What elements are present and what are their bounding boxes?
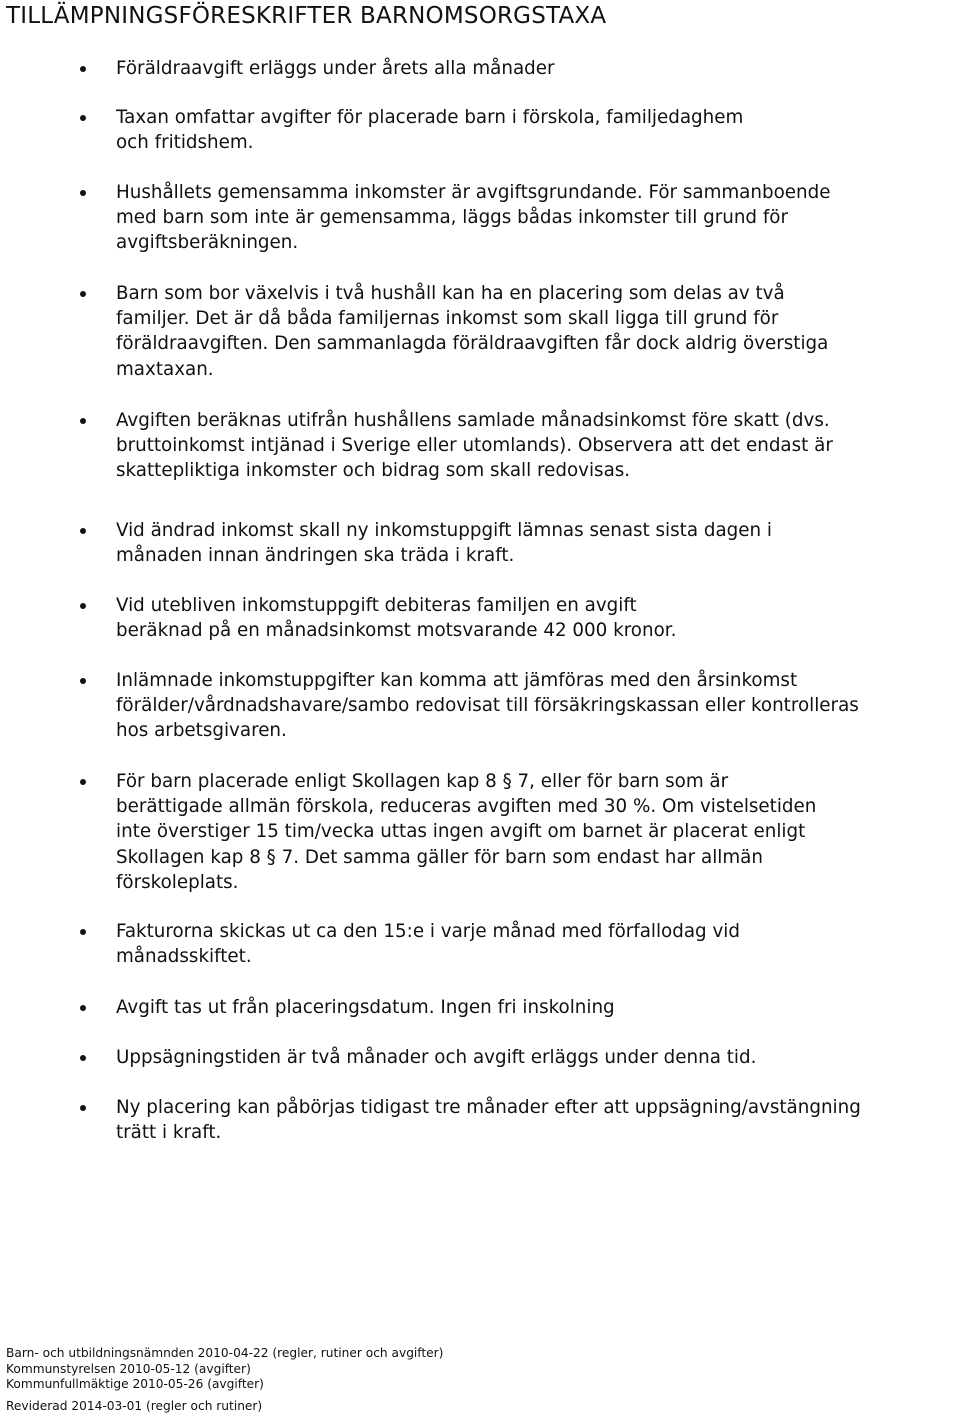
rule-line: Taxan omfattar avgifter för placerade barn i förskola, familjedaghem [116,107,744,128]
bullet-icon [80,1105,86,1111]
bullet-icon [80,66,86,72]
rule-line: Avgift tas ut från placeringsdatum. Ingen fri inskolning [116,997,615,1018]
rule-line: Ny placering kan påbörjas tidigast tre månader efter att uppsägning/avstängning [116,1097,861,1118]
bullet-icon [80,115,86,121]
rule-line: berättigade allmän förskola, reduceras avgiften med 30 %. Om vistelsetiden [116,796,817,818]
rule-line: Hushållets gemensamma inkomster är avgiftsgrundande. För sammanboende [116,182,831,203]
bullet-icon [80,929,86,935]
page-title: TILLÄMPNINGSFÖRESKRIFTER BARNOMSORGSTAXA [6,3,607,29]
rule-line: förskoleplats. [116,871,239,893]
rule-item [116,1095,960,1145]
rule-line: månaden innan ändringen ska träda i kraft. [116,545,515,567]
bullet-icon [80,1055,86,1061]
footer-revised: Reviderad 2014-03-01 (regler och rutiner) [6,1398,263,1413]
rule-line: Fakturorna skickas ut ca den 15:e i varje månad med förfallodag vid [116,921,740,942]
bullet-icon [80,418,86,424]
rule-item [116,995,960,1020]
rule-line: förälder/vårdnadshavare/sambo redovisat till försäkringskassan eller kontrolleras [116,695,859,717]
rule-line: maxtaxan. [116,358,214,380]
bullet-icon [80,779,86,785]
bullet-icon [80,1005,86,1011]
rule-item [116,518,960,568]
rule-line: beräknad på en månadsinkomst motsvarande 42 000 kronor. [116,620,677,642]
rule-line: med barn som inte är gemensamma, läggs bådas inkomster till grund för [116,207,788,229]
rule-line: trätt i kraft. [116,1122,222,1144]
rule-item [116,1045,960,1070]
rule-item [116,668,960,744]
rule-line: För barn placerade enligt Skollagen kap 8 § 7, eller för barn som är [116,771,729,792]
rule-line: familjer. Det är då båda familjernas inkomst som skall ligga till grund för [116,308,779,330]
rule-line: Uppsägningstiden är två månader och avgift erläggs under denna tid. [116,1047,757,1068]
rule-item [116,769,960,895]
rule-line: avgiftsberäkningen. [116,232,299,254]
bullet-icon [80,291,86,297]
rule-item [116,56,960,81]
rule-item [116,408,960,484]
bullet-icon [80,190,86,196]
footer-approval-line: Kommunfullmäktige 2010-05-26 (avgifter) [6,1377,264,1391]
bullet-icon [80,603,86,609]
bullet-icon [80,678,86,684]
rule-item [116,593,960,643]
rule-line: Inlämnade inkomstuppgifter kan komma att jämföras med den årsinkomst [116,670,798,691]
rule-line: föräldraavgiften. Den sammanlagda föräldraavgiften får dock aldrig överstiga [116,333,829,355]
rule-item [116,281,960,382]
rule-line: inte överstiger 15 tim/vecka uttas ingen avgift om barnet är placerat enligt [116,821,806,843]
rule-item [116,180,960,256]
bullet-icon [80,528,86,534]
rule-line: månadsskiftet. [116,946,252,968]
rule-line: skattepliktiga inkomster och bidrag som skall redovisas. [116,460,631,482]
footer-approval-line: Kommunstyrelsen 2010-05-12 (avgifter) [6,1361,251,1376]
rule-item [116,919,960,969]
rule-line: Föräldraavgift erläggs under årets alla månader [116,58,555,79]
rule-line: Skollagen kap 8 § 7. Det samma gäller för barn som endast har allmän [116,846,763,868]
rule-line: Barn som bor växelvis i två hushåll kan ha en placering som delas av två [116,283,785,304]
rule-line: Vid utebliven inkomstuppgift debiteras familjen en avgift [116,595,637,616]
footer [6,1346,443,1414]
footer-approval-line: Barn- och utbildningsnämnden 2010-04-22 (regler, rutiner och avgifter) [6,1346,444,1360]
rule-line: hos arbetsgivaren. [116,720,287,742]
rule-item [116,105,960,155]
rule-line: bruttoinkomst intjänad i Sverige eller utomlands). Observera att det endast är [116,435,833,457]
rule-line: Avgiften beräknas utifrån hushållens samlade månadsinkomst före skatt (dvs. [116,410,830,431]
rule-line: och fritidshem. [116,132,254,154]
rule-line: Vid ändrad inkomst skall ny inkomstuppgift lämnas senast sista dagen i [116,520,772,541]
